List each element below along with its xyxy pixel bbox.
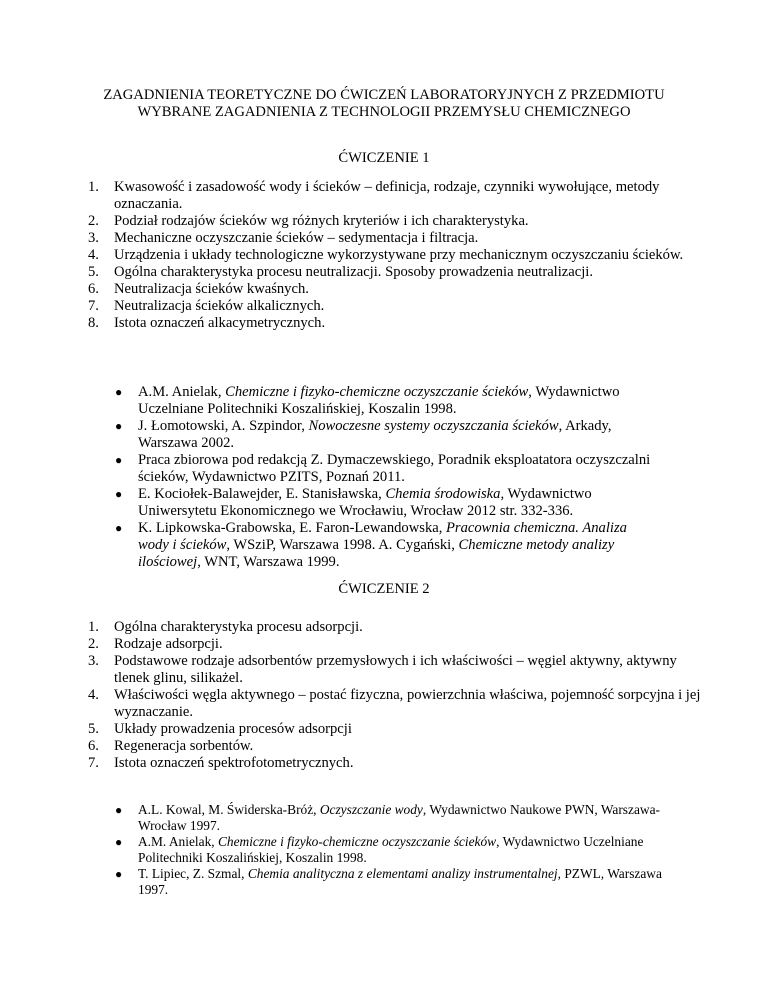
ex1-reference-list xyxy=(112,384,652,571)
reference-item: ● T. Lipiec, Z. Szmal, Chemia analityczna z elementami analizy instrumentalnej, PZWL, Warszawa 1997. xyxy=(115,866,662,897)
section-title-ex2: ĆWICZENIE 2 xyxy=(338,581,430,597)
bullet-icon: ● xyxy=(115,419,123,433)
list-item: 4. Właściwości węgla aktywnego – postać fizyczna, powierzchnia właściwa, pojemność sorpcyjna i jej wyznaczanie. xyxy=(88,687,701,720)
list-item: 3. Mechaniczne oczyszczanie ścieków – sedymentacja i filtracja. xyxy=(88,230,479,246)
ex2-reference-list xyxy=(112,802,692,898)
header-line-2: WYBRANE ZAGADNIENIA Z TECHNOLOGII PRZEMYSŁU CHEMICZNEGO xyxy=(137,104,631,120)
list-item: 7. Istota oznaczeń spektrofotometrycznych. xyxy=(88,755,354,771)
list-item: 6. Neutralizacja ścieków kwaśnych. xyxy=(88,281,309,297)
bullet-icon: ● xyxy=(115,835,123,849)
list-item: 2. Rodzaje adsorpcji. xyxy=(88,636,223,652)
ex1-topic-list xyxy=(88,179,708,332)
document-header xyxy=(40,87,728,121)
bullet-icon: ● xyxy=(115,803,123,817)
list-item: 5. Ogólna charakterystyka procesu neutralizacji. Sposoby prowadzenia neutralizacji. xyxy=(88,264,593,280)
list-item: 7. Neutralizacja ścieków alkalicznych. xyxy=(88,298,325,314)
reference-item: ● Praca zbiorowa pod redakcją Z. Dymaczewskiego, Poradnik eksploatatora oczyszczalni ścieków, Wydawnictwo PZITS, Poznań 2011. xyxy=(115,452,651,485)
list-item: 3. Podstawowe rodzaje adsorbentów przemysłowych i ich właściwości – węgiel aktywny, aktywny tlenek glinu, silikażel. xyxy=(88,653,677,686)
reference-item: ● A.M. Anielak, Chemiczne i fizyko-chemiczne oczyszczanie ścieków, Wydawnictwo Uczelniane Politechniki Koszalińskiej, Koszalin 1998. xyxy=(115,384,620,417)
list-item: 1. Kwasowość i zasadowość wody i ścieków – definicja, rodzaje, czynniki wywołujące, metody oznaczania. xyxy=(88,179,660,212)
reference-item: ● A.L. Kowal, M. Świderska-Bróż, Oczyszczanie wody, Wydawnictwo Naukowe PWN, Warszawa-Wrocław 1997. xyxy=(115,802,660,833)
list-item: 1. Ogólna charakterystyka procesu adsorpcji. xyxy=(88,619,363,635)
bullet-icon: ● xyxy=(115,453,123,467)
bullet-icon: ● xyxy=(115,487,123,501)
list-item: 6. Regeneracja sorbentów. xyxy=(88,738,254,754)
reference-item: ● A.M. Anielak, Chemiczne i fizyko-chemiczne oczyszczanie ścieków, Wydawnictwo Uczelniane Politechniki Koszalińskiej, Koszalin 1998. xyxy=(115,834,644,865)
bullet-icon: ● xyxy=(115,385,123,399)
section-title-ex1: ĆWICZENIE 1 xyxy=(338,150,430,166)
ex2-topic-list xyxy=(88,619,708,772)
header-line-1: ZAGADNIENIA TEORETYCZNE DO ĆWICZEŃ LABORATORYJNYCH Z PRZEDMIOTU xyxy=(103,87,665,103)
list-item: 2. Podział rodzajów ścieków wg różnych kryteriów i ich charakterystyka. xyxy=(88,213,529,229)
reference-item: ● E. Kociołek-Balawejder, E. Stanisławska, Chemia środowiska, Wydawnictwo Uniwersytetu Ekonomicznego we Wrocławiu, Wrocław 2012 str. 332-336. xyxy=(115,486,592,519)
bullet-icon: ● xyxy=(115,521,123,535)
reference-item: ● K. Lipkowska-Grabowska, E. Faron-Lewandowska, Pracownia chemiczna. Analiza wody i ścieków, WSziP, Warszawa 1998. A. Cygański, Chemiczne metody analizy ilościowej, WNT, Warszawa 1999. xyxy=(115,520,627,570)
list-item: 4. Urządzenia i układy technologiczne wykorzystywane przy mechanicznym oczyszczaniu ścieków. xyxy=(88,247,684,263)
list-item: 5. Układy prowadzenia procesów adsorpcji xyxy=(88,721,352,737)
reference-item: ● J. Łomotowski, A. Szpindor, Nowoczesne systemy oczyszczania ścieków, Arkady, Warszawa 2002. xyxy=(115,418,612,451)
list-item: 8. Istota oznaczeń alkacymetrycznych. xyxy=(88,315,326,331)
bullet-icon: ● xyxy=(115,867,123,881)
